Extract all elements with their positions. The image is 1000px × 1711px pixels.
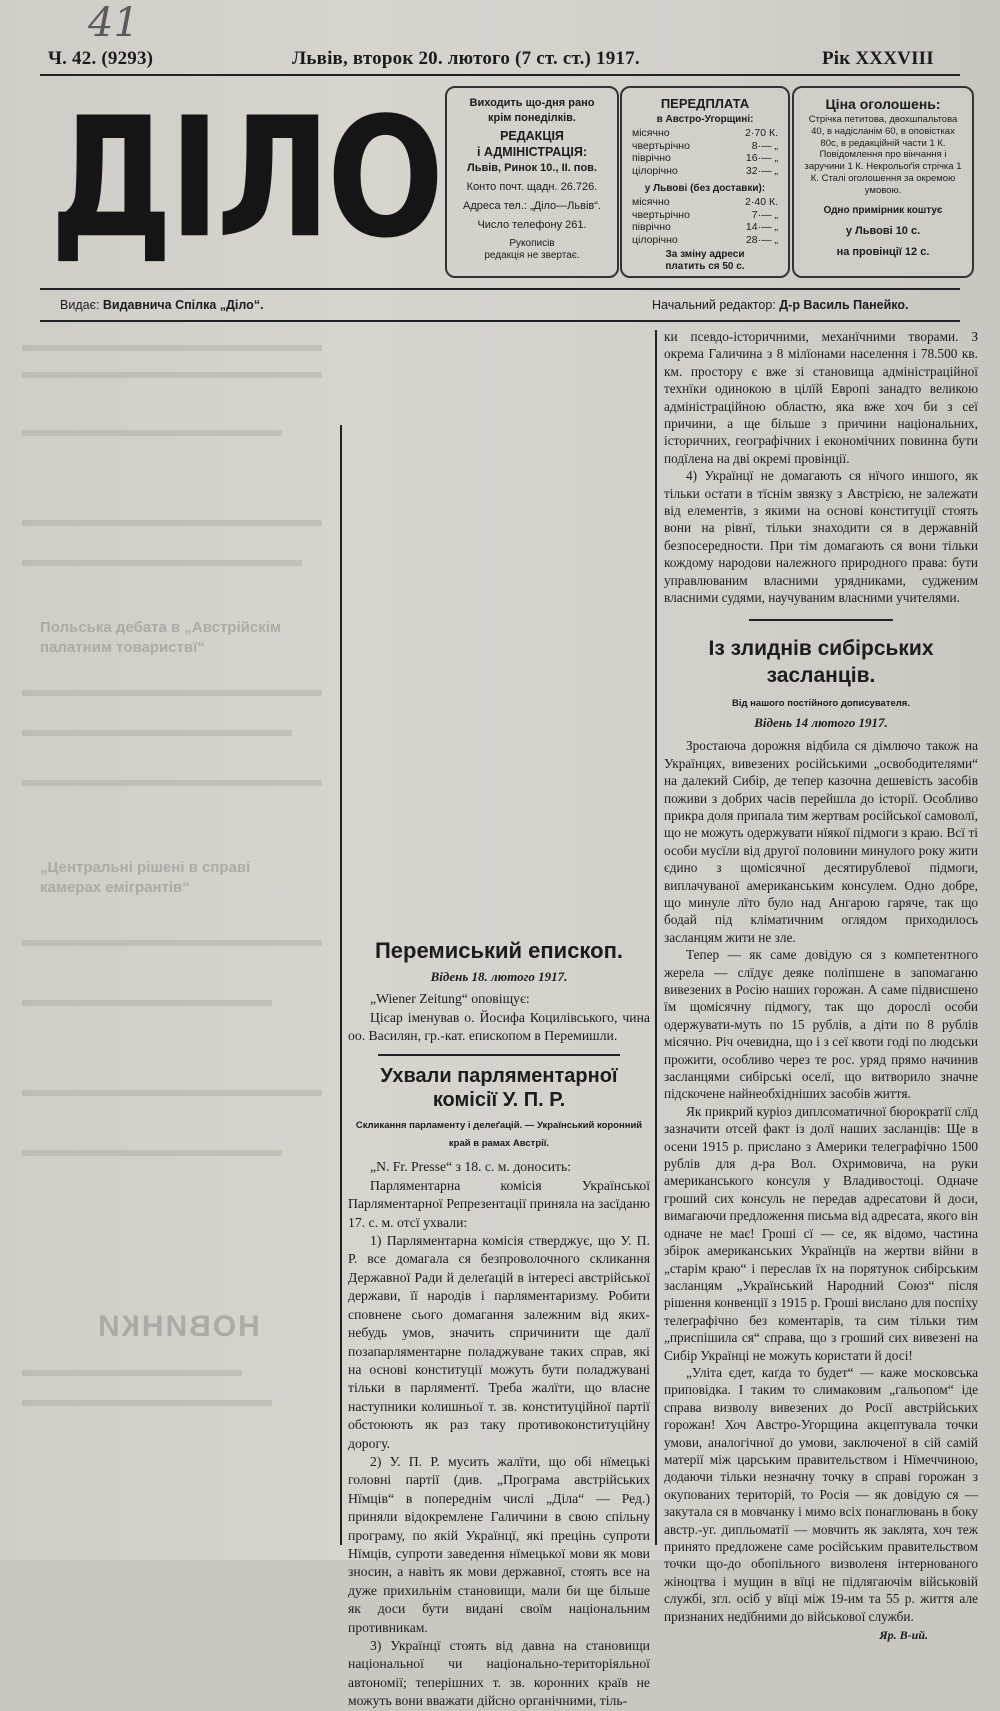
column-separator-1 — [340, 425, 342, 1545]
siberia-paragraph: Тепер — як саме довідую ся з компетентного жерела — слїдує деяке поліпшене в запомаганю вивезених в Росію наших горожан. А саме підвисшено їм щомісячну підмогу, так що дорослі особи одержувати-муть по 15 рублів, а діти по 8 рублів місячно. Річ очевидна, що і з сеї квоти годі по людськи прожити, особливо через те рос. уряд прямо начинив засланцями сибірські оселї, що витворило значне підскочене найнеобхідніших засобів життя. — [664, 947, 978, 1102]
bleed-line — [22, 1370, 242, 1376]
article1-paragraph: „Wiener Zeitung“ оповіщує: — [370, 991, 530, 1007]
region-austria: в Австро-Угорщині: — [656, 114, 754, 125]
price-period: місячно — [632, 196, 670, 208]
article1-paragraph: Цісар іменував о. Йосифа Коцилівського, чина оо. Василян, гр.-кат. епископом в Перемишли. — [348, 1009, 650, 1044]
price-amount: 16·— „ — [745, 152, 778, 164]
bleed-headline-2: „Центральні рішені в справі камерах емігрантів“ — [40, 859, 251, 896]
price-row — [622, 165, 788, 178]
publisher-bottom-rule — [40, 320, 960, 322]
telegraph-address: Адреса тел.: „Діло—Львів“. — [463, 200, 601, 212]
editorial-info-box — [445, 86, 619, 278]
lviv-price-list — [622, 196, 788, 246]
price-amount: 2·40 К. — [745, 196, 778, 208]
siberia-article-byline: Від нашого постійного дописувателя. — [732, 697, 910, 709]
price-period: чвертьрічно — [632, 208, 690, 221]
article-signature: Яр. В-ий. — [879, 1628, 928, 1643]
article1-dateline: Відень 18. лютого 1917. — [430, 969, 568, 984]
place-date: Львів, второк 20. лютого (7 ст. ст.) 1917. — [292, 48, 640, 69]
price-row — [622, 140, 788, 153]
price-period: піврічно — [632, 221, 671, 233]
price-amount: 2·70 К. — [745, 127, 778, 139]
publication-schedule: Виходить що-дня рано — [469, 97, 595, 109]
column-3 — [664, 328, 978, 1644]
handwritten-page-number: 41 — [88, 0, 139, 46]
price-period: місячно — [632, 127, 670, 139]
column-separator-2 — [655, 330, 657, 1545]
publisher-top-rule — [40, 288, 960, 290]
article-divider — [749, 619, 893, 621]
bleed-headline-3: НОВИНКИ — [96, 1310, 260, 1343]
siberia-article-title: Із злиднів сибірських засланців. — [708, 636, 934, 687]
article2-paragraph: 2) У. П. Р. мусить жалїти, що обі нїмецькі головні партії (див. „Програма австрійських Нїмців“ в попереднім числі „Діла“ — Ред.) приняли відокремлене Галичини в свою спільну програму, по якій Українцї, які прецінь супроти Нїмців, супроти заведення нїмецької мови як мови зносин, а навіть як мови державної, стоять все на дуже прихильнім становищи, мали би ще більше як доси бути видані своїм національним противникам. — [348, 1453, 650, 1635]
article2-title: Ухвали парляментарної комісії У. П. Р. — [380, 1064, 618, 1111]
publication-exception: крім понеділків. — [487, 112, 576, 124]
editor-name: Д-р Василь Панейко. — [779, 298, 909, 312]
bleed-line — [22, 372, 322, 378]
article2-paragraph: 3) Українцї стоять від давна на становищи національної чи національно-територіяльної автономії; теперішних т. зв. коронних країв не можуть вони вважати дійсно органічними, тіль- — [348, 1638, 650, 1709]
column-2 — [348, 938, 650, 1711]
editor-label: Начальний редактор: — [652, 298, 776, 312]
bleed-line — [22, 430, 282, 436]
siberia-paragraph: „Уліта єдет, каґда то будет“ — каже московська приповідка. І таким то слимаковим „гальопом“ іде справа визволу вивезених до Росії австрійських горожан! Хоч Австро-Угорщина акцептувала точки умови, аналогічної до умови, заключеної в сій самій матерії між царським правительством і Нїмеччиною, додаючи тільки незначну точку в справі горожан з окупованих територій, то Росія — як довідую ся — закутала ся в мовчанку і мимо всіх понаглювань в боку австр.-уг. дипльоматії — мовчить як заклята, хоч теж принято предложене саме російським правительством точки що-до обопільного визволеня інтернованого жіноцтва і мущин в вїці не підлягаючім військовій службі, згл. осіб у вїці між 19-им та 55 р. життя але признаних недїбними до військової служби. — [664, 1364, 978, 1624]
ad-prices-text: Стрічка петитова, двохшпальтова 40, в надісланім 60, в оповістках 80с, в редакційній части 1 К. Повідомлення про вінчання і заручини 1 К. Некрольоґія стрічка 1 К. Сталі оголошення за окремою умовою. — [804, 114, 962, 196]
publisher-label: Видає: — [60, 298, 100, 312]
editorial-heading: РЕДАКЦІЯ і АДМІНІСТРАЦІЯ: — [476, 129, 588, 159]
price-period: чвертьрічно — [632, 139, 690, 152]
postal-account: Конто почт. щадн. 26.726. — [466, 181, 598, 193]
price-row — [622, 127, 788, 140]
bleed-line — [22, 690, 322, 696]
publisher-line — [60, 298, 264, 312]
bleed-line — [22, 940, 322, 946]
ad-prices-heading: Ціна оголошень: — [825, 96, 941, 112]
article2-paragraph: 1) Парляментарна комісія стверджує, що У. П. Р. все домагала ся безпроволочного скликання Державної Ради й делеґацій в інтересі австрійської держави, її народів і парляментаризму. Робити сповнене сього домагання залежним від яких-небудь умов, значить спричинити ще далї позапарляментарне поладжуване таких справ, які на основі конституції можуть бути поладжувані тільки в парляментї. Треба жалїти, що власне наступники колишньої т. зв. конституційної партії обстоюють як раз таку противоконституційну дорогу. — [348, 1233, 650, 1451]
siberia-paragraph: Як прикрий куріоз диплсоматичної бюрократії слїд зазначити отсей факт із долї наших засланців: Ще в осени 1915 р. прислано з Америки телеграфічно 1500 рублів для д-ра Вол. Охримовича, на руки американського консуля у Владивостоці. Одначе гроший сих консуль не передав адресатови й доси, вимагаючи предложення письма від адресата, якого він одначе не має! Гроші сї — се, як відомо, частина збірок американських Українцїв на жертви війни в „старім краю“ і переслав їх на порятунок сибірським засланцям „Український Народний Союз“ після рішення конвенції з 1915 р. Гроші виcлано для поспіху телеґрафічно без коментарів, та сим тільки тим „приспішила ся“ справа, що з гроший сих вивезені на Сибір Українці не можуть користати й досі! — [664, 1103, 978, 1363]
continued-paragraph: 4) Українцї не домагають ся нїчого иншого, як тільки остати в тїснім звязку з Австрією, не залежати від елементів, з якими на основі конституції стоять вони на рівнї, тільки знаходити ся в державній безпосередности. При тім домагають ся вони тільки кождому народови належного природного права: бути управлюваним власними урядниками, судженим власними судями, научуваним власними учителями. — [664, 468, 978, 606]
single-copy-label: Одно примірник коштує — [823, 204, 943, 216]
subscription-heading: ПЕРЕДПЛАТА — [660, 96, 750, 111]
bleed-line — [22, 730, 292, 736]
manuscripts-note: Рукописів редакція не звертає. — [484, 238, 580, 261]
price-row — [622, 234, 788, 247]
price-row — [622, 152, 788, 165]
price-amount: 28·— „ — [745, 233, 778, 246]
continued-paragraph: ки псевдо-історичними, механїчними творами. З окрема Галичина з 8 мілїонами населення і 78.500 кв. км. простору є вже зі становища адміністраційної технїки одинокою в цілїй Европі занадто великою адміністраційною областю, яка вже хоч би з сеї причини, а ще більше з причини національних, історичних, географічних і економічних повинна бути подїлена на дві окремі провінції. — [664, 329, 978, 466]
bleed-line — [22, 1090, 322, 1096]
article1-title: Перемиський епископ. — [374, 938, 623, 963]
price-amount: 8·— „ — [751, 139, 778, 152]
address-change-note: За зміну адреси платить ся 50 с. — [665, 249, 745, 272]
issue-number: Ч. 42. (9293) — [48, 48, 154, 69]
austria-price-list — [622, 127, 788, 177]
siberia-paragraph: Зростаюча дорожня відбила ся дімлючо також на Українцях, вивезених російськими „освободителями“ на далекий Сибір, де тепер казочна дешевість засобів поживи з добрих часів перейшла до історії. Особливо прикра доля припала тим жертвам російської самоволї, що не можуть одержувати нїякої підмоги з краю. Всї ті особи мусїли від другої половини минулого року жити єдино з щомісячної десятирублевої підмоги, виплачуваної американським консулем. Одно добре, що минуле лїто було над Ангарою гаряче, так що бодай під кліматичним оглядом приходилось засланцям жити не зле. — [664, 738, 978, 945]
price-row — [622, 209, 788, 222]
editor-line — [652, 298, 908, 312]
bleed-line — [22, 560, 302, 566]
price-amount: 7·— „ — [751, 208, 778, 221]
price-amount: 32·— „ — [745, 164, 778, 177]
region-lviv: у Львові (без доставки): — [644, 183, 766, 194]
price-period: піврічно — [632, 152, 671, 164]
price-period: цілорічно — [632, 164, 678, 177]
ad-prices-box — [792, 86, 974, 278]
bleed-line — [22, 780, 322, 786]
price-province: на провінції 12 с. — [836, 245, 930, 258]
bleed-line — [22, 520, 322, 526]
price-amount: 14·— „ — [745, 221, 778, 233]
header-rule — [40, 74, 960, 76]
phone-number: Число телефону 261. — [477, 219, 587, 231]
bleed-line — [22, 1400, 272, 1406]
article-divider — [378, 1054, 620, 1056]
bleed-headline-1: Польська дебата в „Австрійскім палатним товариствї“ — [40, 619, 281, 656]
siberia-article-dateline: Відень 14 лютого 1917. — [754, 714, 888, 730]
article2-paragraph: Парляментарна комісія Української Парляментарної Репрезентації приняла на засїданю 17. с. м. отсї ухвали: — [348, 1177, 650, 1230]
subscription-box — [620, 86, 790, 278]
article2-subtitle: Скликання парламенту і делеґацій. — Український коронний край в рамах Австрії. — [355, 1119, 643, 1150]
editorial-address: Львів, Ринок 10., II. пов. — [466, 162, 597, 174]
bleed-line — [22, 1150, 282, 1156]
bleed-line — [22, 345, 322, 351]
price-row — [622, 196, 788, 209]
price-row — [622, 221, 788, 234]
price-lviv: у Львові 10 с. — [845, 224, 921, 237]
price-period: цілорічно — [632, 233, 678, 246]
bleed-line — [22, 1000, 272, 1006]
publisher-name: Видавнича Спілка „Діло“. — [102, 298, 264, 312]
year-volume: Рік XXXVIII — [822, 48, 934, 69]
newspaper-title: ДІЛО — [50, 81, 441, 275]
article2-paragraph: „N. Fr. Presse“ з 18. с. м. доносить: — [370, 1159, 572, 1175]
